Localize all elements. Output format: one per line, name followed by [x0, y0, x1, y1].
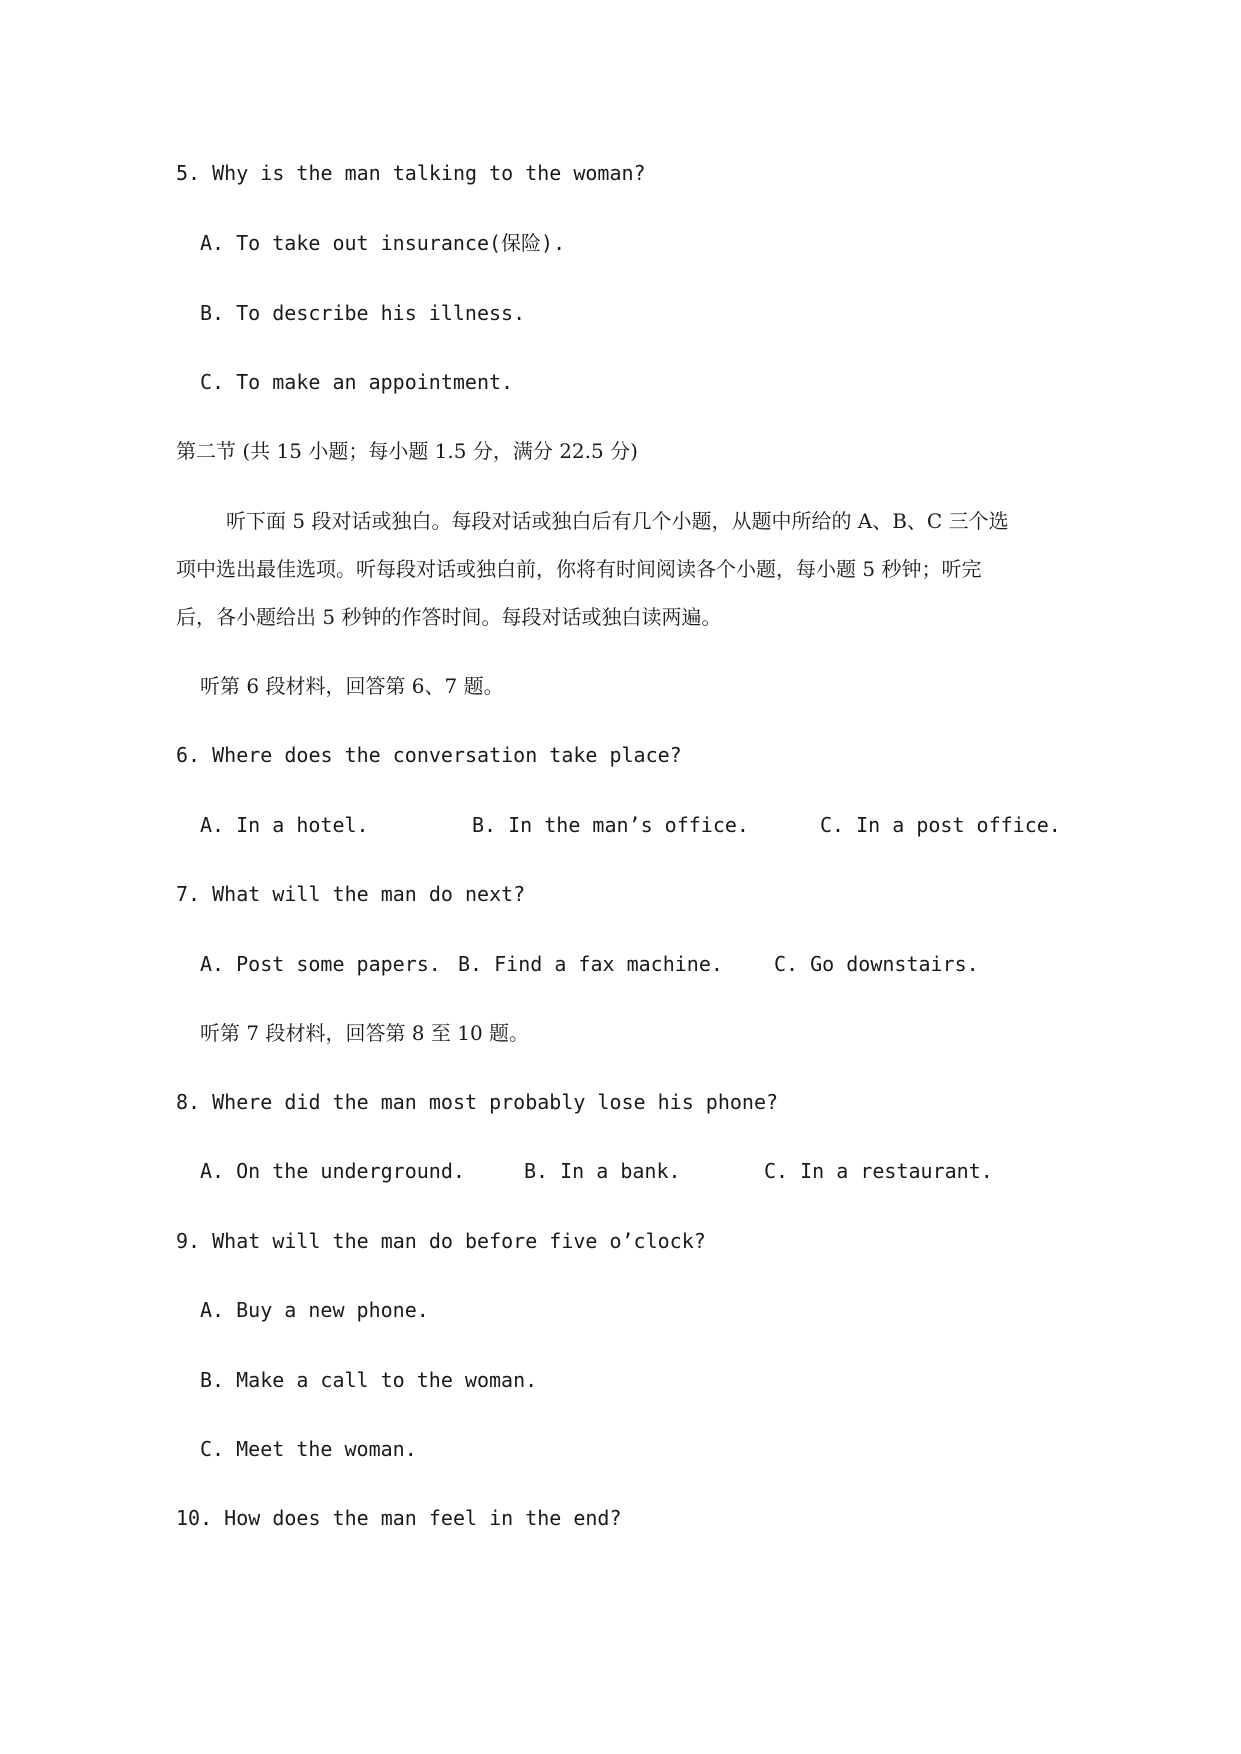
question-9-option-b: B. Make a call to the woman. — [200, 1368, 538, 1392]
section-2-intro-line-3: 后，各小题给出 5 秒钟的作答时间。每段对话或独白读两遍。 — [176, 605, 722, 629]
question-8-option-a: A. On the underground. — [200, 1159, 465, 1183]
question-5-option-c: C. To make an appointment. — [200, 370, 514, 394]
question-7-option-c: C. Go downstairs. — [774, 952, 979, 976]
question-9-option-c: C. Meet the woman. — [200, 1437, 417, 1461]
question-5-option-a: A. To take out insurance(保险). — [200, 231, 566, 255]
question-10-stem: 10. How does the man feel in the end? — [176, 1506, 622, 1530]
question-6-option-c: C. In a post office. — [820, 813, 1061, 837]
passage-7-instruction: 听第 7 段材料，回答第 8 至 10 题。 — [200, 1021, 530, 1045]
question-8-option-b: B. In a bank. — [524, 1159, 681, 1183]
section-2-heading: 第二节 (共 15 小题；每小题 1.5 分，满分 22.5 分) — [176, 439, 638, 463]
question-6-option-b: B. In the man’s office. — [472, 813, 749, 837]
passage-6-instruction: 听第 6 段材料，回答第 6、7 题。 — [200, 674, 504, 698]
section-2-intro-line-2: 项中选出最佳选项。听每段对话或独白前，你将有时间阅读各个小题，每小题 5 秒钟；听完 — [176, 557, 982, 581]
section-2-intro-line-1: 听下面 5 段对话或独白。每段对话或独白后有几个小题，从题中所给的 A、B、C 三个选 — [226, 509, 1009, 533]
question-7-option-b: B. Find a fax machine. — [458, 952, 723, 976]
question-7-option-a: A. Post some papers. — [200, 952, 441, 976]
question-6-stem: 6. Where does the conversation take place? — [176, 743, 682, 767]
question-8-option-c: C. In a restaurant. — [764, 1159, 993, 1183]
question-9-stem: 9. What will the man do before five o’clock? — [176, 1229, 706, 1253]
question-9-option-a: A. Buy a new phone. — [200, 1298, 429, 1322]
question-5-stem: 5. Why is the man talking to the woman? — [176, 161, 646, 185]
question-7-stem: 7. What will the man do next? — [176, 882, 526, 906]
question-5-option-b: B. To describe his illness. — [200, 301, 526, 325]
question-6-option-a: A. In a hotel. — [200, 813, 369, 837]
question-8-stem: 8. Where did the man most probably lose his phone? — [176, 1090, 779, 1114]
